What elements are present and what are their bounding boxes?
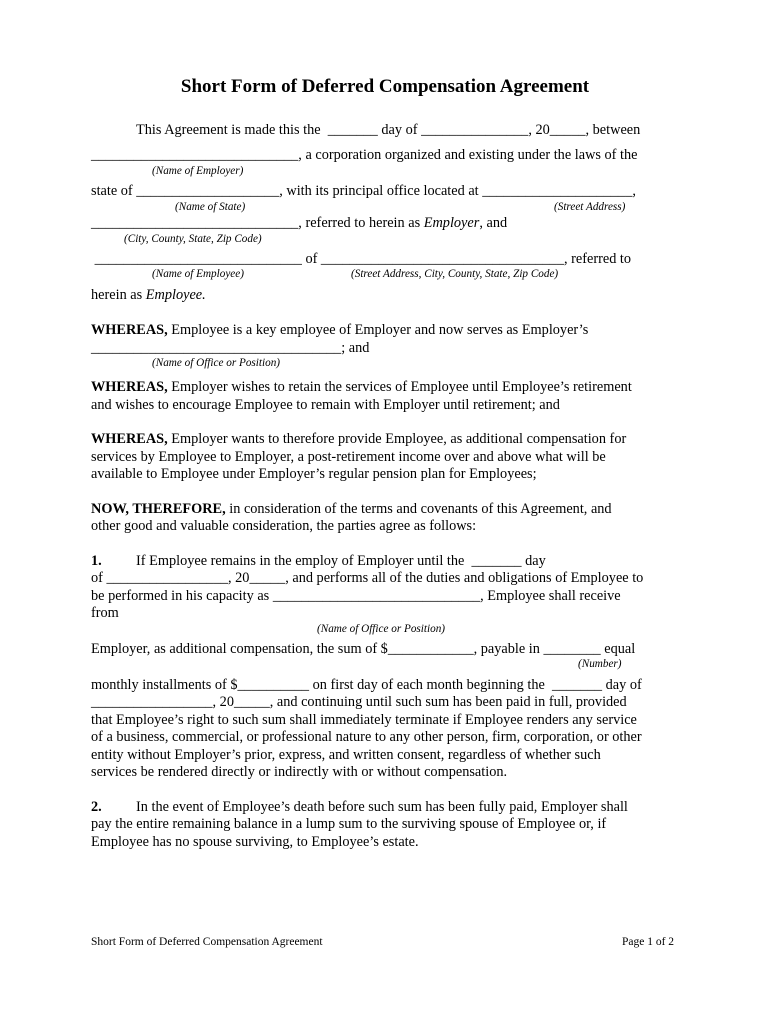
caption-full-address: (Street Address, City, County, State, Zip Code) (351, 268, 559, 280)
now-therefore-line-1: NOW, THEREFORE, in consideration of the terms and covenants of this Agreement, and (91, 501, 612, 517)
whereas-3-line-3: available to Employee under Employer’s regular pension plan for Employees; (91, 466, 537, 482)
section-1-line-10: entity without Employer’s prior, express, and written consent, regardless of whether such (91, 747, 601, 763)
intro-line-3: state of ____________________, with its principal office located at _____________________, (91, 183, 636, 199)
section-1-line-2: of _________________, 20_____, and performs all of the duties and obligations of Employee to (91, 570, 644, 586)
whereas-3-line-2: services by Employee to Employer, a post-retirement income over and above what will be (91, 449, 606, 465)
intro-line-5: _____________________________ of __________________________________, referred to (91, 251, 632, 267)
document-title: Short Form of Deferred Compensation Agreement (180, 76, 590, 97)
caption-street-address: (Street Address) (554, 201, 626, 213)
whereas-1-line-1: WHEREAS, Employee is a key employee of Employer and now serves as Employer’s (91, 322, 589, 338)
section-1-line-9: of a business, commercial, or professional nature to any other person, firm, corporation, or other (91, 729, 642, 745)
caption-name-of-employee: (Name of Employee) (152, 268, 244, 280)
caption-city-county-state-zip: (City, County, State, Zip Code) (124, 233, 262, 245)
section-1-line-3: be performed in his capacity as _____________________________, Employee shall receive (91, 588, 621, 604)
section-1-line-8: that Employee’s right to such sum shall immediately terminate if Employee renders any service (91, 712, 637, 728)
section-1-line-4: from (91, 605, 119, 621)
section-2-line-3: Employee has no spouse surviving, to Employee’s estate. (91, 834, 419, 850)
section-1-line-1: If Employee remains in the employ of Employer until the _______ day (136, 553, 546, 569)
section-2-number: 2. (91, 799, 102, 815)
intro-line-1: This Agreement is made this the _______ day of _______________, 20_____, between (136, 122, 641, 138)
now-therefore-line-2: other good and valuable consideration, the parties agree as follows: (91, 518, 477, 534)
caption-office-position-2: (Name of Office or Position) (317, 623, 446, 635)
section-2-line-1: In the event of Employee’s death before such sum has been fully paid, Employer shall (136, 799, 628, 815)
whereas-3-line-1: WHEREAS, Employer wants to therefore provide Employee, as additional compensation for (91, 431, 627, 447)
caption-name-of-state: (Name of State) (175, 201, 246, 213)
whereas-2-line-1: WHEREAS, Employer wishes to retain the services of Employee until Employee’s retirement (91, 379, 632, 395)
section-1-line-6: monthly installments of $__________ on first day of each month beginning the _______ day of (91, 677, 642, 693)
whereas-1-line-2: ___________________________________; and (91, 340, 370, 356)
section-2-line-2: pay the entire remaining balance in a lump sum to the surviving spouse of Employee or, if (91, 816, 607, 832)
caption-number: (Number) (578, 658, 622, 670)
section-1-line-7: _________________, 20_____, and continuing until such sum has been paid in full, provided (91, 694, 627, 710)
section-1-number: 1. (91, 553, 102, 569)
footer-document-title: Short Form of Deferred Compensation Agreement (91, 936, 323, 948)
caption-office-position-1: (Name of Office or Position) (152, 357, 281, 369)
section-1-line-11: services be rendered directly or indirectly with or without compensation. (91, 764, 508, 780)
intro-line-4: _____________________________, referred to herein as Employer, and (91, 215, 508, 231)
caption-name-of-employer: (Name of Employer) (152, 165, 244, 177)
whereas-2-line-2: and wishes to encourage Employee to remain with Employer until retirement; and (91, 397, 560, 413)
intro-line-2: _____________________________, a corporation organized and existing under the laws of the (91, 147, 638, 163)
intro-line-6: herein as Employee. (91, 287, 206, 303)
footer-page-number: Page 1 of 2 (622, 936, 675, 948)
section-1-line-5: Employer, as additional compensation, the sum of $____________, payable in ________ equal (91, 641, 636, 657)
